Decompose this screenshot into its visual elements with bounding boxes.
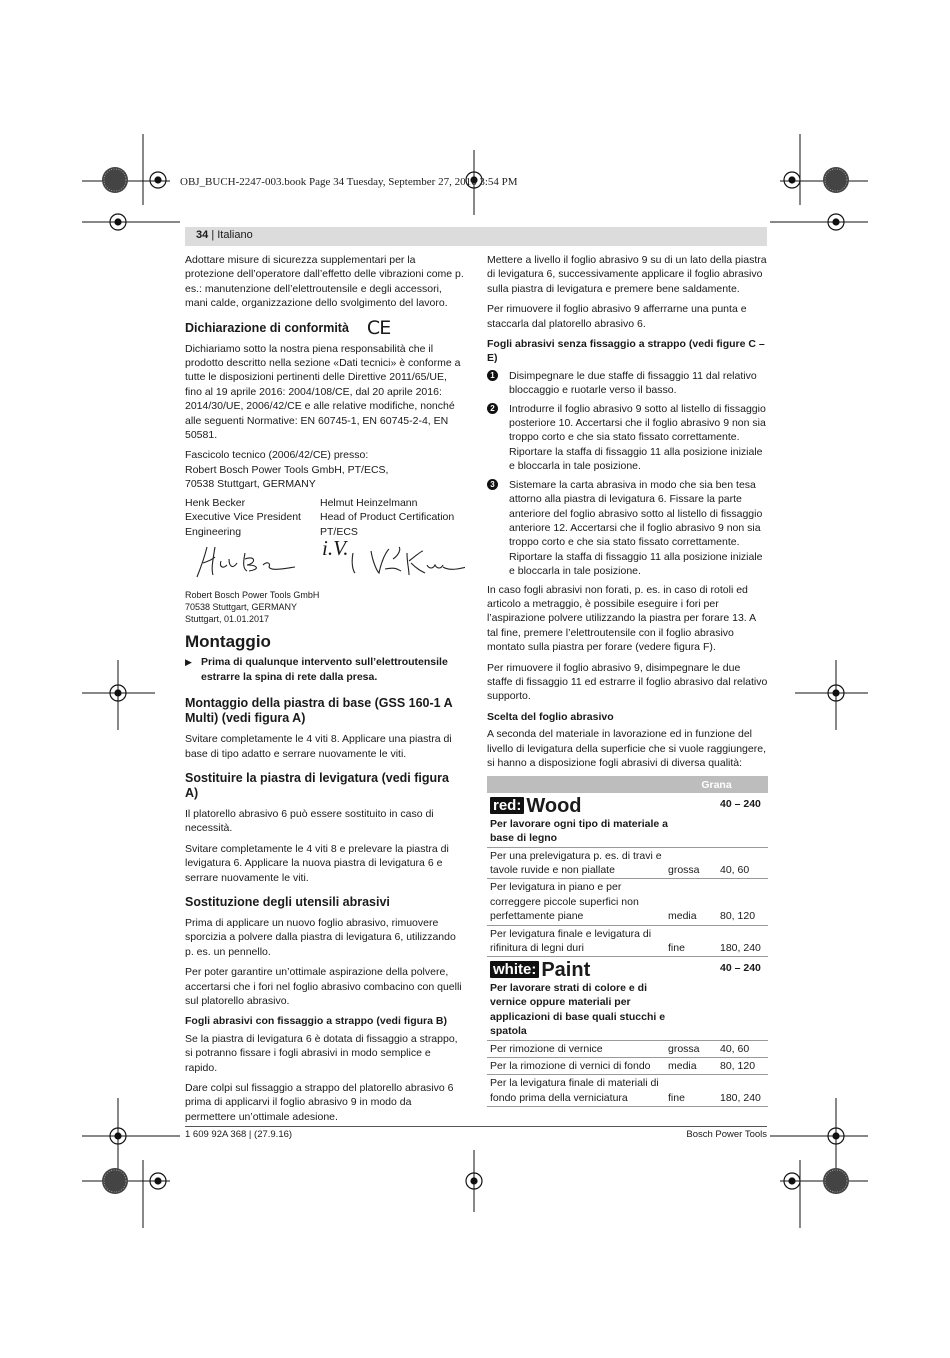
logo-word: Wood <box>526 794 582 817</box>
header-language: Italiano <box>217 229 253 241</box>
product-line-logo <box>490 958 591 981</box>
grana-header: Grana <box>665 776 768 793</box>
ce-mark-icon: CE <box>366 316 391 339</box>
section-description: Per lavorare strati di colore e di vernice oppure materiali per applicazioni di base quali stucchi e spatola <box>487 980 768 1040</box>
footer-left: 1 609 92A 368 | (27.9.16) <box>185 1129 293 1140</box>
header-bar <box>185 227 767 246</box>
steps-list <box>487 369 768 579</box>
page-header <box>196 229 253 241</box>
use-cell: Per la rimozione di vernici di fondo <box>487 1057 665 1074</box>
remove-clamp-text: Per rimuovere il foglio abrasivo 9, disimpegnare le due staffe di fissaggio 11 ed estrarre il foglio abrasivo dal relativo supporto. <box>487 661 768 703</box>
logo-box: white: <box>490 961 539 978</box>
table-row <box>487 1075 768 1107</box>
grade-cell: media <box>665 1057 717 1074</box>
montaggio-heading: Montaggio <box>185 631 271 651</box>
footer-right: Bosch Power Tools <box>686 1129 767 1140</box>
logo-box: red: <box>490 797 524 814</box>
base-plate-text: Svitare completamente le 4 viti 8. Applicare una piastra di base di tipo adatto e serrare nuovamente le viti. <box>185 733 452 760</box>
step-item <box>487 402 768 474</box>
replace-plate-text-2: Svitare completamente le 4 viti 8 e prelevare la piastra di levigatura 6. Applicare la nuova piastra di levigatura 6 e serrare nuovamente le viti. <box>185 842 449 884</box>
step-number-icon: 3 <box>487 479 498 490</box>
left-column <box>185 253 465 1130</box>
perforation-text: In caso fogli abrasivi non forati, p. es. in caso di rotoli ed articolo a metraggio, è possibile eseguire i fori per l’aspirazione polvere utilizzando la piastra per forare 13. A tal fine, premere l’elettroutensile con il foglio abrasivo montato sulla piastra per forare (vedere figura F). <box>487 583 756 654</box>
use-cell: Per una prelevigatura p. es. di travi e tavole ruvide e non piallate <box>487 847 665 879</box>
signer2-title-2: PT/ECS <box>320 525 358 538</box>
signer1-name: Henk Becker <box>185 496 246 509</box>
conformity-heading <box>185 316 465 339</box>
signer2-title-1: Head of Product Certification <box>320 511 455 524</box>
grit-cell: 40, 60 <box>717 847 768 879</box>
signer2-name: Helmut Heinzelmann <box>320 496 418 509</box>
grade-cell: fine <box>665 1075 717 1107</box>
velcro-text-1: Se la piastra di levigatura 6 è dotata di fissaggio a strappo, si potranno fissare i fogli abrasivi in modo semplice e rapido. <box>185 1032 458 1074</box>
product-line-logo <box>490 794 582 817</box>
table-section-header <box>487 793 768 815</box>
grade-cell: grossa <box>665 847 717 879</box>
level-sheet-text: Mettere a livello il foglio abrasivo 9 su di un lato della piastra di levigatura 6, successivamente applicare il foglio abrasivo sulla piastra di levigatura e premere bene saldamente. <box>487 254 767 295</box>
step-text: Disimpegnare le due staffe di fissaggio 11 dal relativo bloccaggio e ruotarle verso il basso. <box>509 369 757 397</box>
grit-cell: 40, 60 <box>717 1040 768 1057</box>
signatures <box>185 535 465 587</box>
grade-cell: fine <box>665 925 717 957</box>
table-row <box>487 847 768 879</box>
use-cell: Per rimozione di vernice <box>487 1040 665 1057</box>
selection-text: A seconda del materiale in lavorazione ed in funzione del livello di levigatura della superficie che si vuole raggiungere, si hanno a disposizione fogli abrasivi di diversa qualità: <box>487 728 766 769</box>
grit-cell: 80, 120 <box>717 879 768 925</box>
table-row <box>487 1057 768 1074</box>
use-cell: Per la levigatura finale di materiali di fondo prima della verniciatura <box>487 1075 665 1107</box>
logo-word: Paint <box>541 958 591 981</box>
conformity-heading-text: Dichiarazione di conformità <box>185 320 349 335</box>
table-row <box>487 816 768 847</box>
header-separator: | <box>211 229 215 241</box>
signers <box>185 496 465 539</box>
grade-cell: grossa <box>665 1040 717 1057</box>
file-info-line: OBJ_BUCH-2247-003.book Page 34 Tuesday, September 27, 2016 3:54 PM <box>180 176 518 188</box>
base-plate-heading: Montaggio della piastra di base (GSS 160-1 A Multi) (vedi figura A) <box>185 696 453 726</box>
table-section-header <box>487 957 768 980</box>
company-line-2: 70538 Stuttgart, GERMANY <box>185 601 298 612</box>
step-number-icon: 1 <box>487 370 498 381</box>
use-cell: Per levigatura finale e levigatura di rifinitura di legni duri <box>487 925 665 957</box>
abrasive-text-2: Per poter garantire un’ottimale aspirazione della polvere, accertarsi che i fori nel foglio abrasivo combacino con quelli sul platorello abrasivo. <box>185 966 462 1007</box>
abrasive-heading: Sostituzione degli utensili abrasivi <box>185 894 390 909</box>
vibration-intro: Adottare misure di sicurezza supplementari per la protezione dell’operatore dall’effetto delle vibrazioni come p. es.: manutenzione dell’elettroutensile e degli accessori, mani calde, organizzazione dello svolgimento del lavoro. <box>185 254 464 310</box>
table-row <box>487 879 768 925</box>
step-number-icon: 2 <box>487 403 498 414</box>
grit-range: 40 – 240 <box>720 798 761 811</box>
replace-plate-text-1: Il platorello abrasivo 6 può essere sostituito in caso di necessità. <box>185 807 434 835</box>
tech-file-line-3: 70538 Stuttgart, GERMANY <box>185 478 316 491</box>
step-item <box>487 369 768 398</box>
signer1-title-1: Executive Vice President <box>185 511 301 524</box>
signature-iv: i.V. <box>322 535 349 560</box>
velcro-heading: Fogli abrasivi con fissaggio a strappo (vedi figura B) <box>185 1015 447 1028</box>
section-description: Per lavorare ogni tipo di materiale a base di legno <box>487 816 768 847</box>
table-row <box>487 925 768 957</box>
use-cell: Per levigatura in piano e per correggere piccole superfici non perfettamente piane <box>487 879 665 925</box>
abrasive-grit-table <box>487 776 768 1107</box>
grit-range: 40 – 240 <box>720 962 761 975</box>
table-row <box>487 1040 768 1057</box>
step-text: Sistemare la carta abrasiva in modo che sia ben tesa attorno alla piastra di levigatura 6. Fissare la parte anteriore del foglio abrasivo sotto al listello di fissaggio anteriore 12. Accertarsi che il foglio abrasivo 9 non sia troppo corto e che sia stato fissato correttamente. Riportare la staffa di fissaggio 11 alla posizione iniziale e bloccarla in tale posizione. <box>509 478 763 578</box>
page-number: 34 <box>196 229 209 241</box>
right-column <box>487 253 768 1107</box>
grit-cell: 80, 120 <box>717 1057 768 1074</box>
abrasive-text-1: Prima di applicare un nuovo foglio abrasivo, rimuovere sporcizia a polvere dalla piastra di levigatura 6, utilizzando p. es. un pennello. <box>185 916 456 958</box>
step-text: Introdurre il foglio abrasivo 9 sotto al listello di fissaggio posteriore 10. Accertarsi che il foglio abrasivo 9 non sia troppo corto e che sia stato fissato correttamente. Riportare la staffa di fissaggio 11 alla posizione iniziale e bloccarla in tale posizione. <box>509 402 766 473</box>
table-row <box>487 980 768 1040</box>
no-velcro-heading: Fogli abrasivi senza fissaggio a strappo (vedi figure C – E) <box>487 338 765 365</box>
grit-cell: 180, 240 <box>717 925 768 957</box>
signer1-title-2: Engineering <box>185 525 242 538</box>
step-item <box>487 478 768 579</box>
company-line-3: Stuttgart, 01.01.2017 <box>185 613 270 624</box>
replace-plate-heading: Sostituire la piastra di levigatura (vedi figura A) <box>185 770 449 800</box>
company-line-1: Robert Bosch Power Tools GmbH <box>185 589 320 600</box>
conformity-text: Dichiariamo sotto la nostra piena responsabilità che il prodotto descritto nella sezione «Dati tecnici» è conforme a tutte le disposizioni pertinenti delle Direttive 2011/65/UE, fino al 19 aprile 2016: 2004/108/CE, dal 20 aprile 2016: 2014/30/UE, 2006/42/CE e alle relative modifiche, nonché alle seguenti Normative: EN 60745-1, EN 60745-2-4, EN 50581. <box>185 342 461 442</box>
tech-file-line-1: Fascicolo tecnico (2006/42/CE) presso: <box>185 449 369 462</box>
selection-heading: Scelta del foglio abrasivo <box>487 710 614 723</box>
grade-cell: media <box>665 879 717 925</box>
velcro-text-2: Dare colpi sul fissaggio a strappo del platorello abrasivo 6 prima di applicarvi il foglio abrasivo 9 in modo da permettere un’ottimale adesione. <box>185 1082 454 1123</box>
grit-cell: 180, 240 <box>717 1075 768 1107</box>
warning-unplug: ▶ Prima di qualunque intervento sull’elettroutensile estrarre la spina di rete dalla presa. <box>185 655 465 684</box>
tech-file-line-2: Robert Bosch Power Tools GmbH, PT/ECS, <box>185 463 389 476</box>
footer-rule <box>185 1126 767 1127</box>
remove-sheet-text: Per rimuovere il foglio abrasivo 9 afferrarne una punta e staccarla dal platorello abrasivo 6. <box>487 303 747 330</box>
